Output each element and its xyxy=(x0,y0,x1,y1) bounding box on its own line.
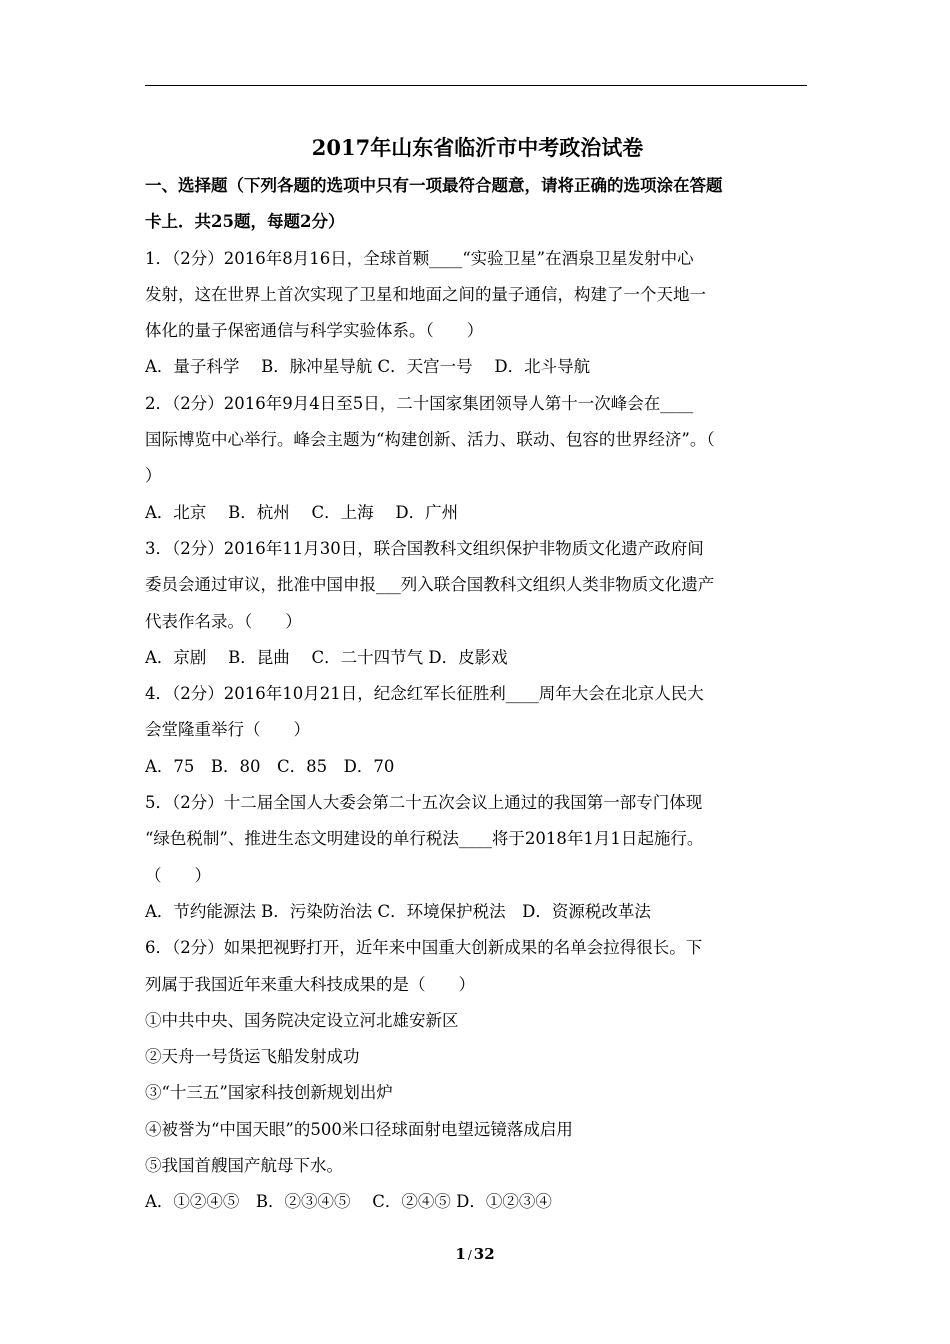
question-options: A．①②④⑤ B．②③④⑤ C．②④⑤ D．①②③④ xyxy=(145,1192,552,1212)
question-text-line: 4．（2分）2016年10月21日，纪念红军长征胜利____周年大会在北京人民大 xyxy=(145,684,704,704)
question-options: A．75 B．80 C．85 D．70 xyxy=(145,756,395,776)
question-5 xyxy=(145,785,810,930)
document-body xyxy=(145,128,810,1221)
question-text-line: 列属于我国近年来重大科技成果的是（ ） xyxy=(145,974,475,994)
question-text-line: 6．（2分）如果把视野打开，近年来中国重大创新成果的名单会拉得很长。下 xyxy=(145,938,703,958)
section-heading-line-2: 卡上．共25题，每题2分） xyxy=(145,212,345,232)
question-text-line: 1．（2分）2016年8月16日，全球首颗____“实验卫星”在酒泉卫星发射中心 xyxy=(145,248,694,268)
question-text-line: 委员会通过审议，批准中国申报___列入联合国教科文组织人类非物质文化遗产 xyxy=(145,575,715,595)
question-statement: ①中共中央、国务院决定设立河北雄安新区 xyxy=(145,1010,459,1030)
page-separator: / xyxy=(467,1248,472,1262)
question-2 xyxy=(145,386,810,531)
question-options: A．京剧 B．昆曲 C．二十四节气 D．皮影戏 xyxy=(145,647,508,667)
question-text-line: 会堂隆重举行（ ） xyxy=(145,720,310,740)
question-statement: ⑤我国首艘国产航母下水。 xyxy=(145,1156,343,1176)
question-text-line: 体化的量子保密通信与科学实验体系。（ ） xyxy=(145,321,484,341)
question-3 xyxy=(145,531,810,676)
question-options: A．北京 B．杭州 C．上海 D．广州 xyxy=(145,502,459,522)
page-footer xyxy=(0,1242,950,1267)
question-text-line: 3．（2分）2016年11月30日，联合国教科文组织保护非物质文化遗产政府间 xyxy=(145,538,704,558)
question-options: A．量子科学 B．脉冲星导航 C．天宫一号 D．北斗导航 xyxy=(145,357,591,377)
question-text-line: 代表作名录。（ ） xyxy=(145,611,302,631)
question-statement: ③“十三五”国家科技创新规划出炉 xyxy=(145,1083,393,1103)
question-text-line: 发射，这在世界上首次实现了卫星和地面之间的量子通信，构建了一个天地一 xyxy=(145,284,706,304)
section-heading-line-1: 一、选择题（下列各题的选项中只有一项最符合题意，请将正确的选项涂在答题 xyxy=(145,176,723,195)
question-text-line: 2．（2分）2016年9月4日至5日，二十国家集团领导人第十一次峰会在____ xyxy=(145,393,694,413)
question-options: A．节约能源法 B．污染防治法 C．环境保护税法 D．资源税改革法 xyxy=(145,901,651,921)
question-statement: ④被誉为“中国天眼”的500米口径球面射电望远镜落成启用 xyxy=(145,1119,573,1139)
question-text-line: （ ） xyxy=(145,865,211,885)
question-text-line: 国际博览中心举行。峰会主题为“构建创新、活力、联动、包容的世界经济”。（ xyxy=(145,430,715,450)
header-rule xyxy=(145,85,807,86)
question-4 xyxy=(145,676,810,785)
question-1 xyxy=(145,241,810,386)
page-title: 2017年山东省临沂市中考政治试卷 xyxy=(311,135,644,160)
question-text-line: “绿色税制”、推进生态文明建设的单行税法____将于2018年1月1日起施行。 xyxy=(145,829,704,849)
question-statement: ②天舟一号货运飞船发射成功 xyxy=(145,1047,360,1067)
question-6 xyxy=(145,930,810,1220)
question-text-line: 5．（2分）十二届全国人大委会第二十五次会议上通过的我国第一部专门体现 xyxy=(145,793,703,813)
question-text-line: ） xyxy=(145,466,162,486)
page-total: 32 xyxy=(473,1245,495,1263)
page-number: 1 xyxy=(455,1245,466,1263)
